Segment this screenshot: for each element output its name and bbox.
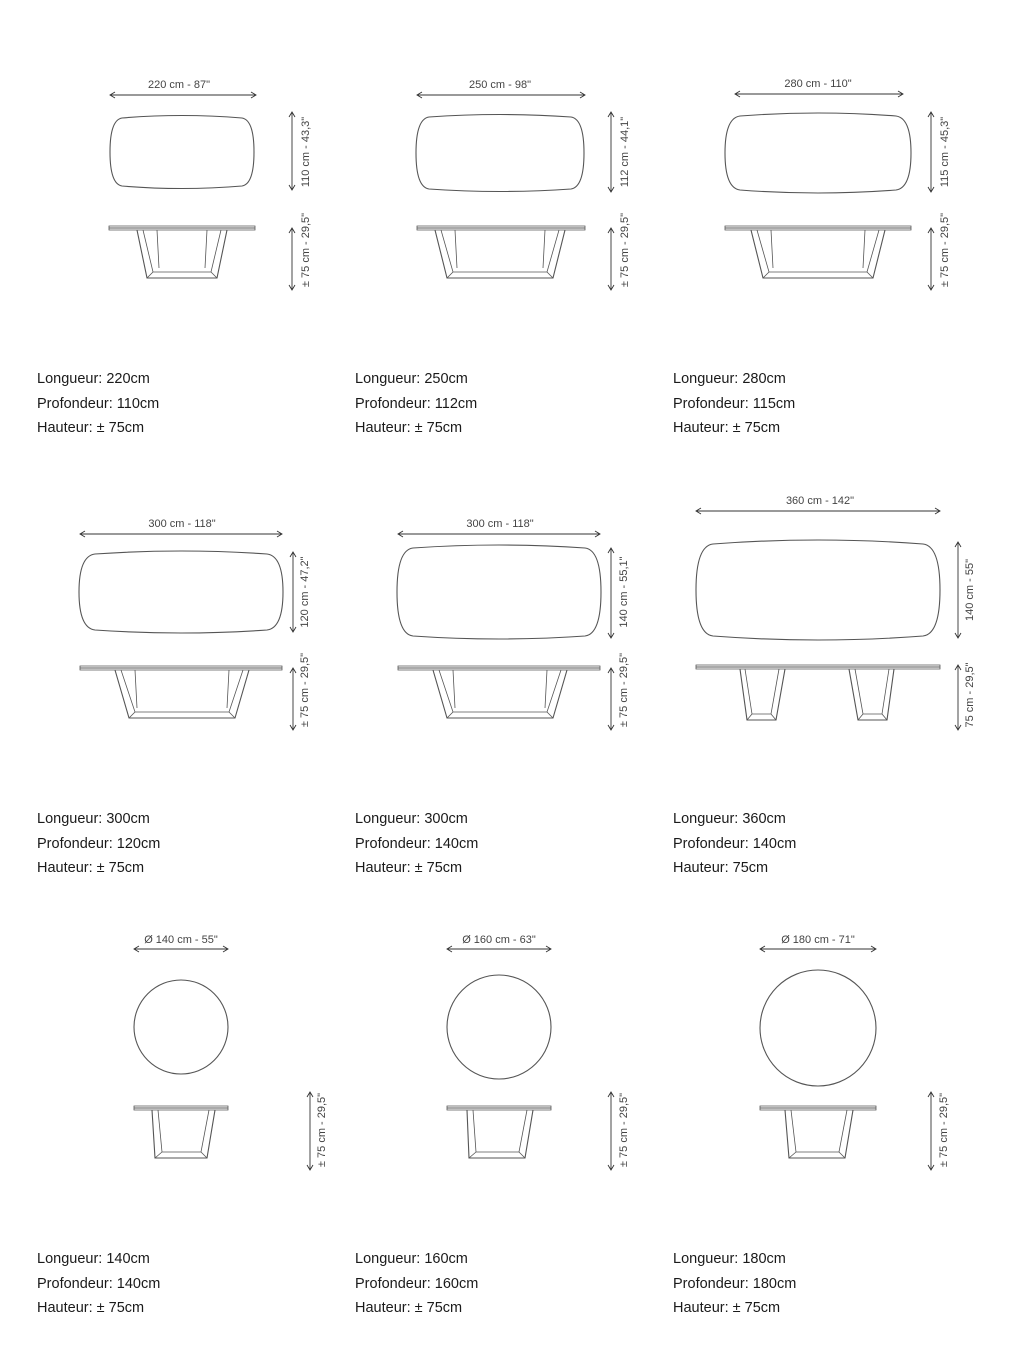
dimension-drawing	[355, 0, 673, 300]
table-drawing-round-140	[37, 880, 355, 1180]
spec-height: Hauteur: ± 75cm	[673, 1300, 781, 1316]
spec-depth: Profondeur: 112cm	[355, 395, 478, 412]
dimension-drawing	[355, 440, 673, 740]
spec-length: Longueur: 220cm	[37, 371, 150, 387]
height-dimension-label: ± 75 cm - 29,5"	[299, 652, 311, 728]
spec-depth: Profondeur: 140cm	[355, 835, 479, 852]
top-dimension-label: 250 cm - 98"	[469, 79, 531, 91]
side-dimension-label: 120 cm - 47,2"	[299, 556, 311, 628]
table-drawing-280	[673, 0, 991, 300]
spec-list	[355, 1247, 478, 1321]
spec-length: Longueur: 300cm	[355, 811, 468, 827]
height-dimension-label: 75 cm - 29,5"	[964, 662, 976, 728]
spec-height: Hauteur: ± 75cm	[355, 860, 463, 876]
spec-list	[673, 807, 796, 881]
side-dimension-label: 110 cm - 43,3"	[300, 116, 312, 188]
spec-list	[355, 367, 477, 441]
spec-list	[673, 1247, 796, 1321]
spec-height: Hauteur: 75cm	[673, 860, 769, 876]
dimension-drawing	[673, 440, 991, 740]
spec-list	[673, 367, 795, 441]
spec-length: Longueur: 280cm	[673, 371, 786, 387]
height-dimension-label: ± 75 cm - 29,5"	[939, 212, 951, 288]
spec-length: Longueur: 160cm	[355, 1251, 468, 1267]
spec-length: Longueur: 360cm	[673, 811, 786, 827]
spec-height: Hauteur: ± 75cm	[673, 420, 781, 436]
spec-depth: Profondeur: 120cm	[37, 835, 161, 852]
spec-height: Hauteur: ± 75cm	[37, 860, 145, 876]
dimension-drawing	[355, 880, 673, 1180]
height-dimension-label: ± 75 cm - 29,5"	[618, 652, 630, 728]
spec-list	[355, 807, 478, 881]
table-drawing-round-160	[355, 880, 673, 1180]
dimension-drawing	[37, 440, 355, 740]
spec-depth: Profondeur: 140cm	[37, 1275, 161, 1292]
table-drawing-220	[37, 0, 355, 300]
side-dimension-label: 140 cm - 55"	[964, 559, 976, 621]
top-dimension-label: 300 cm - 118"	[148, 518, 216, 530]
dimension-drawing	[37, 0, 355, 300]
spec-depth: Profondeur: 160cm	[355, 1275, 479, 1292]
spec-list	[37, 1247, 160, 1321]
top-dimension-label: Ø 140 cm - 55"	[144, 934, 218, 946]
top-dimension-label: 360 cm - 142"	[785, 495, 855, 507]
spec-length: Longueur: 250cm	[355, 371, 468, 387]
top-dimension-label: Ø 160 cm - 63"	[462, 934, 536, 946]
spec-length: Longueur: 180cm	[673, 1251, 786, 1267]
height-dimension-label: ± 75 cm - 29,5"	[316, 1092, 328, 1168]
height-dimension-label: ± 75 cm - 29,5"	[300, 212, 312, 288]
spec-length: Longueur: 300cm	[37, 811, 150, 827]
dimension-drawing	[673, 0, 991, 300]
height-dimension-label: ± 75 cm - 29,5"	[938, 1092, 950, 1168]
spec-depth: Profondeur: 115cm	[673, 395, 796, 412]
table-drawing-250	[355, 0, 673, 300]
spec-list	[37, 807, 160, 881]
spec-list	[37, 367, 159, 441]
top-dimension-label: Ø 180 cm - 71"	[781, 934, 855, 946]
top-dimension-label: 220 cm - 87"	[148, 79, 210, 91]
spec-height: Hauteur: ± 75cm	[355, 420, 463, 436]
height-dimension-label: ± 75 cm - 29,5"	[618, 1092, 630, 1168]
spec-height: Hauteur: ± 75cm	[37, 1300, 145, 1316]
table-drawing-300-140	[355, 440, 673, 740]
dimension-drawing	[37, 880, 355, 1180]
spec-height: Hauteur: ± 75cm	[355, 1300, 463, 1316]
spec-length: Longueur: 140cm	[37, 1251, 150, 1267]
spec-depth: Profondeur: 110cm	[37, 395, 160, 412]
spec-depth: Profondeur: 180cm	[673, 1275, 797, 1292]
table-drawing-360	[673, 440, 991, 740]
spec-depth: Profondeur: 140cm	[673, 835, 797, 852]
top-dimension-label: 300 cm - 118"	[466, 518, 534, 530]
height-dimension-label: ± 75 cm - 29,5"	[619, 212, 631, 288]
top-dimension-label: 280 cm - 110"	[784, 78, 852, 90]
side-dimension-label: 112 cm - 44,1"	[619, 116, 631, 188]
table-drawing-300-120	[37, 440, 355, 740]
spec-height: Hauteur: ± 75cm	[37, 420, 145, 436]
side-dimension-label: 140 cm - 55,1"	[618, 556, 630, 628]
dimension-drawing	[673, 880, 991, 1180]
table-drawing-round-180	[673, 880, 991, 1180]
side-dimension-label: 115 cm - 45,3"	[939, 116, 951, 188]
